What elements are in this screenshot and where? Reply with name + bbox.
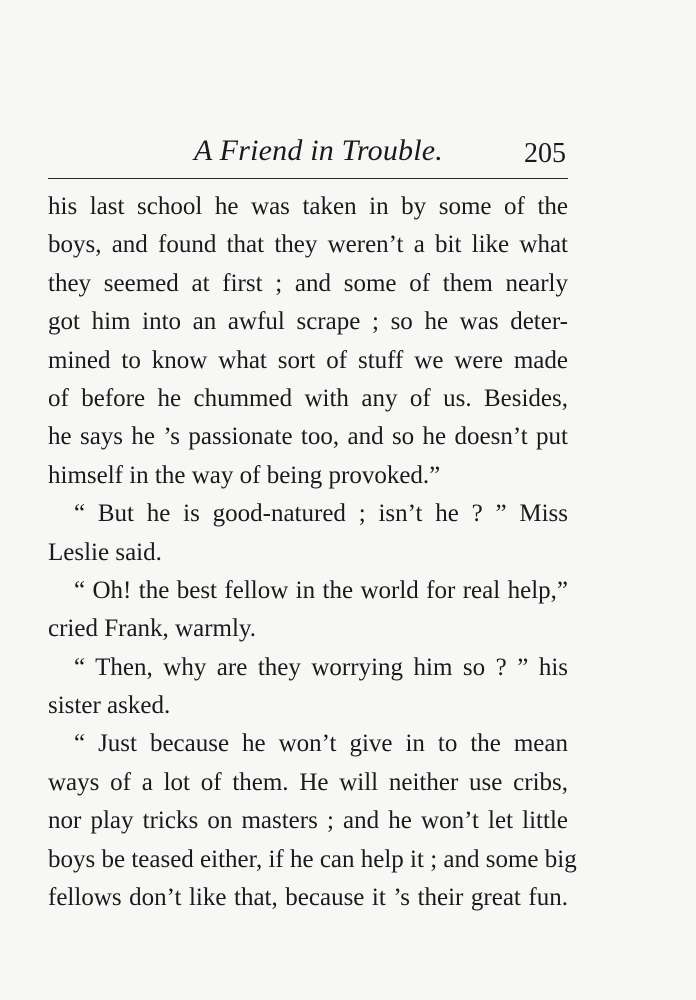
header-rule xyxy=(48,178,568,179)
text-line: “ Then, why are they worrying him so ? ” his xyxy=(74,653,568,681)
page-number: 205 xyxy=(524,138,566,169)
text-line: nor play tricks on masters ; and he won’t let little xyxy=(48,807,568,835)
body-text xyxy=(48,188,577,917)
text-line: boys be teased either, if he can help it ; and some big xyxy=(48,845,577,873)
text-line: he says he ’s passionate too, and so he doesn’t put xyxy=(48,423,568,451)
text-line: ways of a lot of them. He will neither use cribs, xyxy=(48,768,568,796)
text-line: Leslie said. xyxy=(48,538,162,566)
running-title: A Friend in Trouble. xyxy=(194,134,444,167)
text-line: of before he chummed with any of us. Besides, xyxy=(48,384,568,412)
text-line: cried Frank, warmly. xyxy=(48,615,257,643)
text-line: “ But he is good-natured ; isn’t he ? ” Miss xyxy=(74,500,568,528)
text-line: himself in the way of being provoked.” xyxy=(48,461,441,489)
text-line: mined to know what sort of stuff we were made xyxy=(48,346,568,374)
text-line: got him into an awful scrape ; so he was deter- xyxy=(48,308,568,336)
text-line: “ Oh! the best fellow in the world for real help,” xyxy=(74,576,568,604)
text-line: sister asked. xyxy=(48,692,171,720)
text-line: “ Just because he won’t give in to the mean xyxy=(74,730,568,758)
text-line: his last school he was taken in by some of the xyxy=(48,193,568,220)
text-line: they seemed at first ; and some of them nearly xyxy=(48,269,568,297)
text-line: boys, and found that they weren’t a bit like what xyxy=(48,231,568,259)
text-line: fellows don’t like that, because it ’s their great fun. xyxy=(48,884,568,912)
running-head xyxy=(48,128,568,168)
